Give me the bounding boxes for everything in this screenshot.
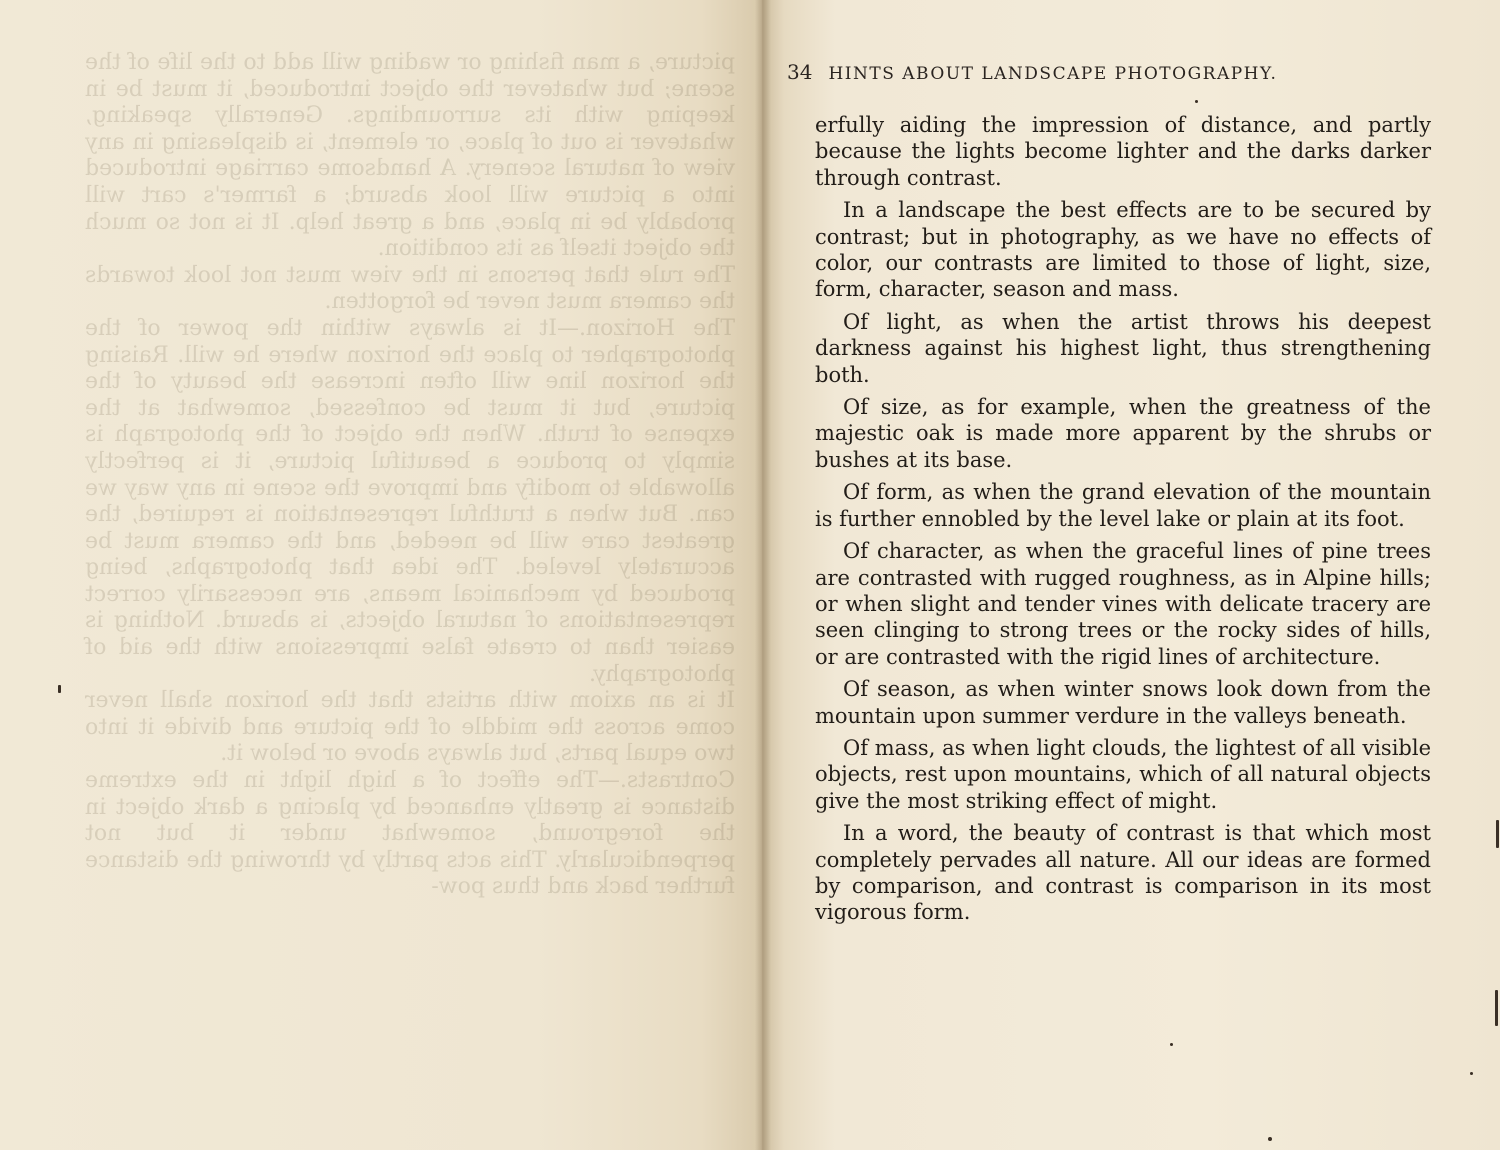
paper-speck	[1170, 1043, 1173, 1046]
paragraph-season: Of season, as when winter snows look down from the mountain upon summer verdure in the valleys beneath.	[815, 677, 1431, 728]
paragraph-conclusion: In a word, the beauty of contrast is that which most completely pervades all nature. All our ideas are formed by comparison, and contrast is comparison in its most vigorous form.	[815, 821, 1431, 925]
show-through-text: picture, a man fishing or wading will add to the life of the scene; but whatever the object introduced, it must be in keeping with its surroundings. Generally speaking, whatever is out of place, or element, is displeasing in any view of natural scenery. A handsome carriage introduced into a picture will look absurd; a farmer's cart will probably be in place, and a great help. It is not so much the object itself as its condition. The rule that persons in the view must not look towards the camera must never be forgotten. The Horizon.—It is always within the power of the photographer to place the horizon where he will. Raising the horizon line will often increase the beauty of the picture, but it must be confessed, somewhat at the expense of truth. When the object of the photograph is simply to produce a beautiful picture, it is perfectly allowable to modify and improve the scene in any way we can. But when a truthful representation is required, the greatest care will be needed, and the camera must be accurately leveled. The idea that photographs, being produced by mechanical means, are necessarily correct representations of natural objects, is absurd. Nothing is easier than to create false impressions with the aid of photography. It is an axiom with artists that the horizon shall never come across the middle of the picture and divide it into two equal parts, but always above or below it. Contrasts.—The effect of a high light in the extreme distance is greatly enhanced by placing a dark object in the foreground, somewhat under it but not perpendicularly. This acts partly by throwing the distance further back and thus pow-	[85, 50, 735, 900]
paragraph-continuation: erfully aiding the impression of distance, and partly because the lights become lighter and the darks darker through contrast.	[815, 113, 1431, 190]
running-head	[787, 60, 1387, 84]
paragraph-light: Of light, as when the artist throws his deepest darkness against his highest light, thus strengthening both.	[815, 309, 1431, 387]
book-gutter	[755, 0, 771, 1150]
paragraph-size: Of size, as for example, when the greatness of the majestic oak is made more apparent by the shrubs or bushes at its base.	[815, 395, 1431, 472]
paper-speck	[1496, 820, 1499, 848]
paper-speck	[1268, 1137, 1272, 1141]
paper-speck	[1195, 100, 1198, 103]
paper-speck	[1470, 1072, 1473, 1075]
paragraph-character: Of character, as when the graceful lines of pine trees are contrasted with rugged roughness, as in Alpine hills; or when slight and tender vines with delicate tracery are seen clinging to strong trees or the rocky sides of hills, or are contrasted with the rigid lines of architecture.	[815, 539, 1431, 669]
paragraph-contrast-intro: In a landscape the best effects are to be secured by contrast; but in photography, as we have no effects of color, our contrasts are limited to those of light, size, form, character, season and mass.	[815, 198, 1431, 302]
paragraph-mass: Of mass, as when light clouds, the lightest of all visible objects, rest upon mountains, which of all natural objects give the most striking effect of might.	[815, 735, 1431, 813]
running-head-title: HINTS ABOUT LANDSCAPE PHOTOGRAPHY.	[828, 64, 1278, 84]
paper-speck	[1495, 990, 1498, 1026]
paragraph-form: Of form, as when the grand elevation of the mountain is further ennobled by the level lake or plain at its foot.	[815, 480, 1431, 531]
page-body	[815, 112, 1431, 932]
paper-speck	[58, 685, 61, 693]
page-number: 34	[787, 60, 813, 84]
